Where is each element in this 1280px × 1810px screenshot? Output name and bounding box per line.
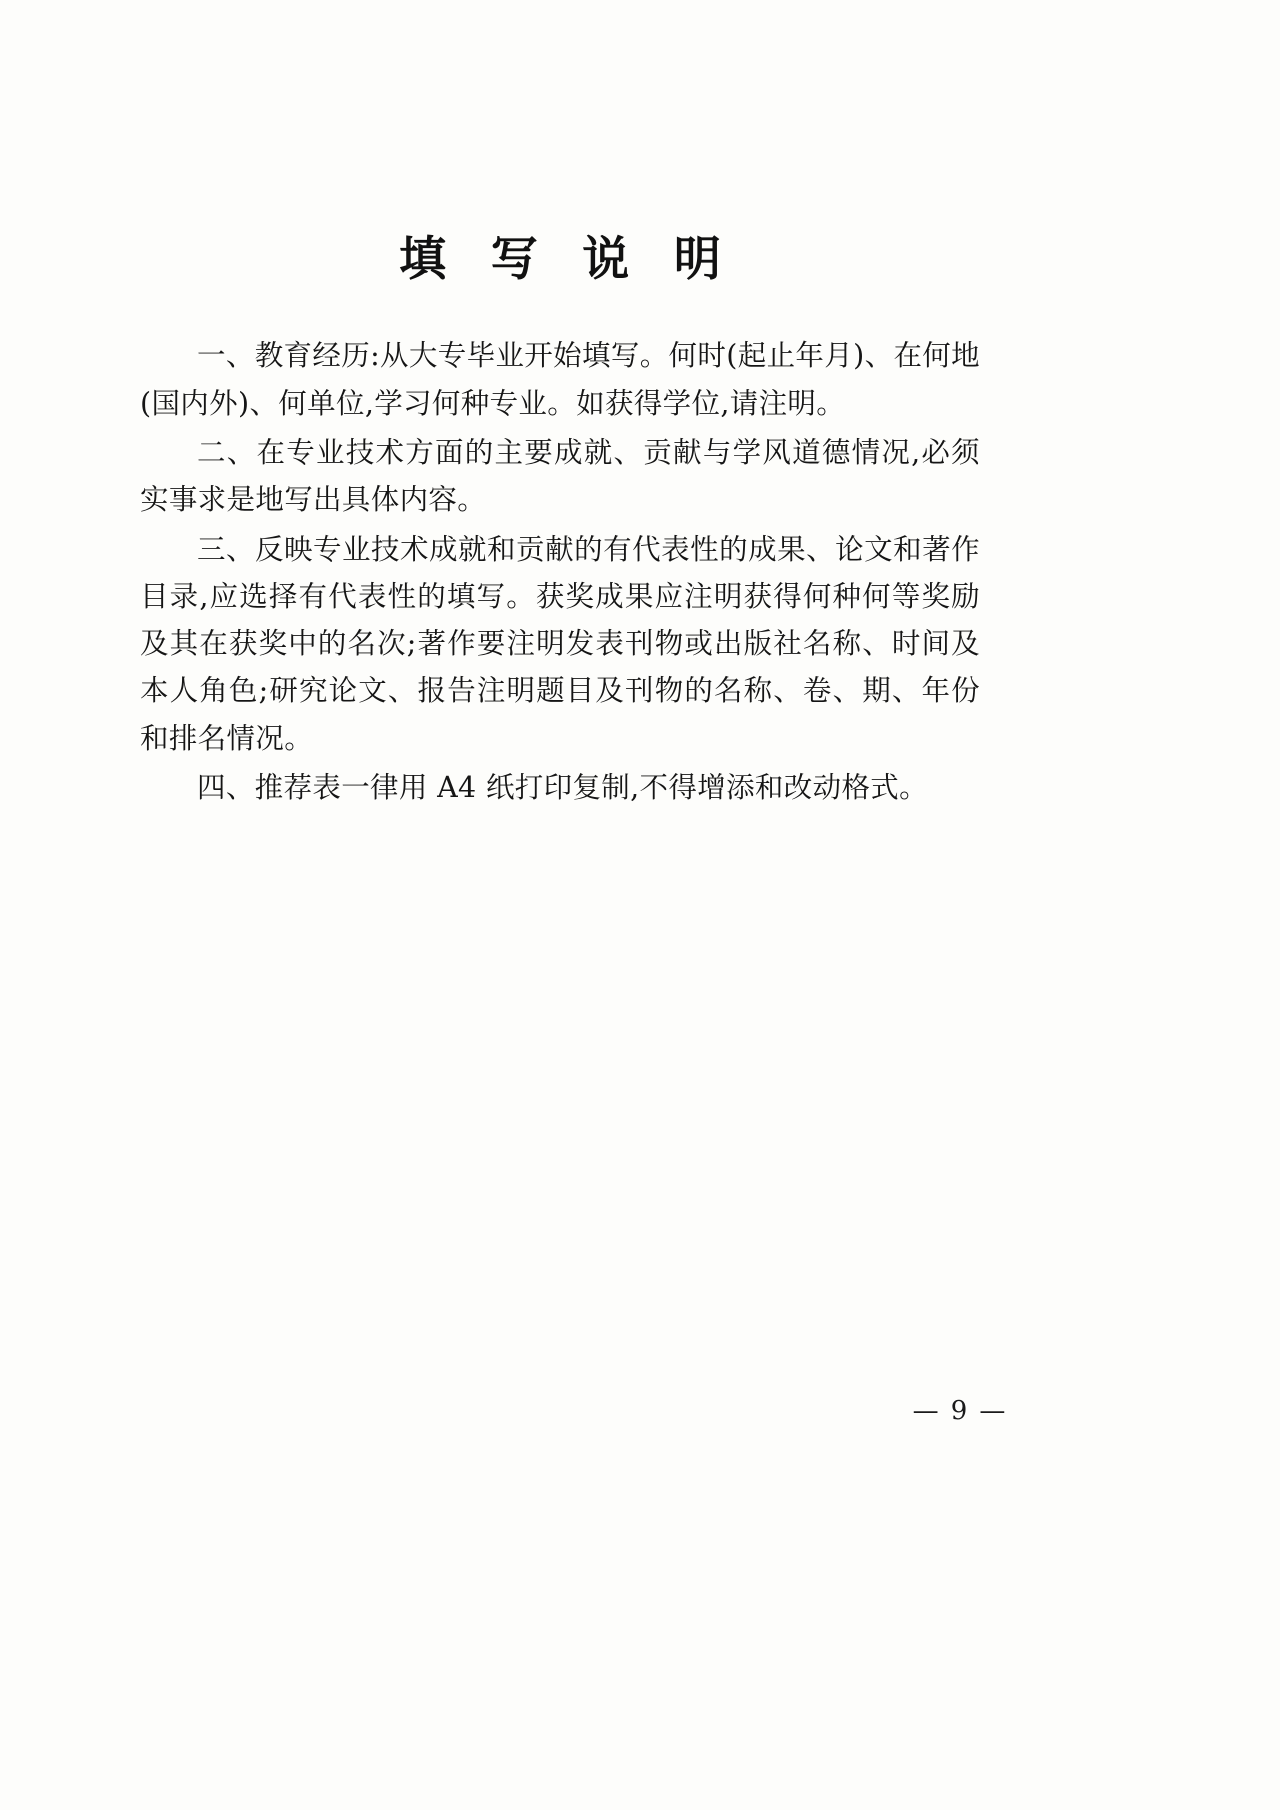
footer-dash-right: — [979,1396,1008,1426]
instructions-body [140,332,980,811]
page-number-group [903,1396,1018,1426]
page-number-value: 9 [950,1396,970,1426]
footer-dash-left: — [912,1396,941,1426]
instruction-paragraph-2: 二、在专业技术方面的主要成就、贡献与学风道德情况,必须实事求是地写出具体内容。 [140,435,980,517]
instruction-paragraph-1: 一、教育经历:从大专毕业开始填写。何时(起止年月)、在何地(国内外)、何单位,学习何种专业。如获得学位,请注明。 [140,339,980,420]
page-footer [0,1396,1280,1426]
page-title: 填 写 说 明 [399,232,735,287]
instruction-paragraph-4: 四、推荐表一律用 A4 纸打印复制,不得增添和改动格式。 [197,771,928,805]
page-content [140,0,980,813]
instruction-paragraph-3: 三、反映专业技术成就和贡献的有代表性的成果、论文和著作目录,应选择有代表性的填写。获奖成果应注明获得何种何等奖励及其在获奖中的名次;著作要注明发表刊物或出版社名称、时间及本人角色;研究论文、报告注明题目及刊物的名称、卷、期、年份和排名情况。 [140,532,980,755]
